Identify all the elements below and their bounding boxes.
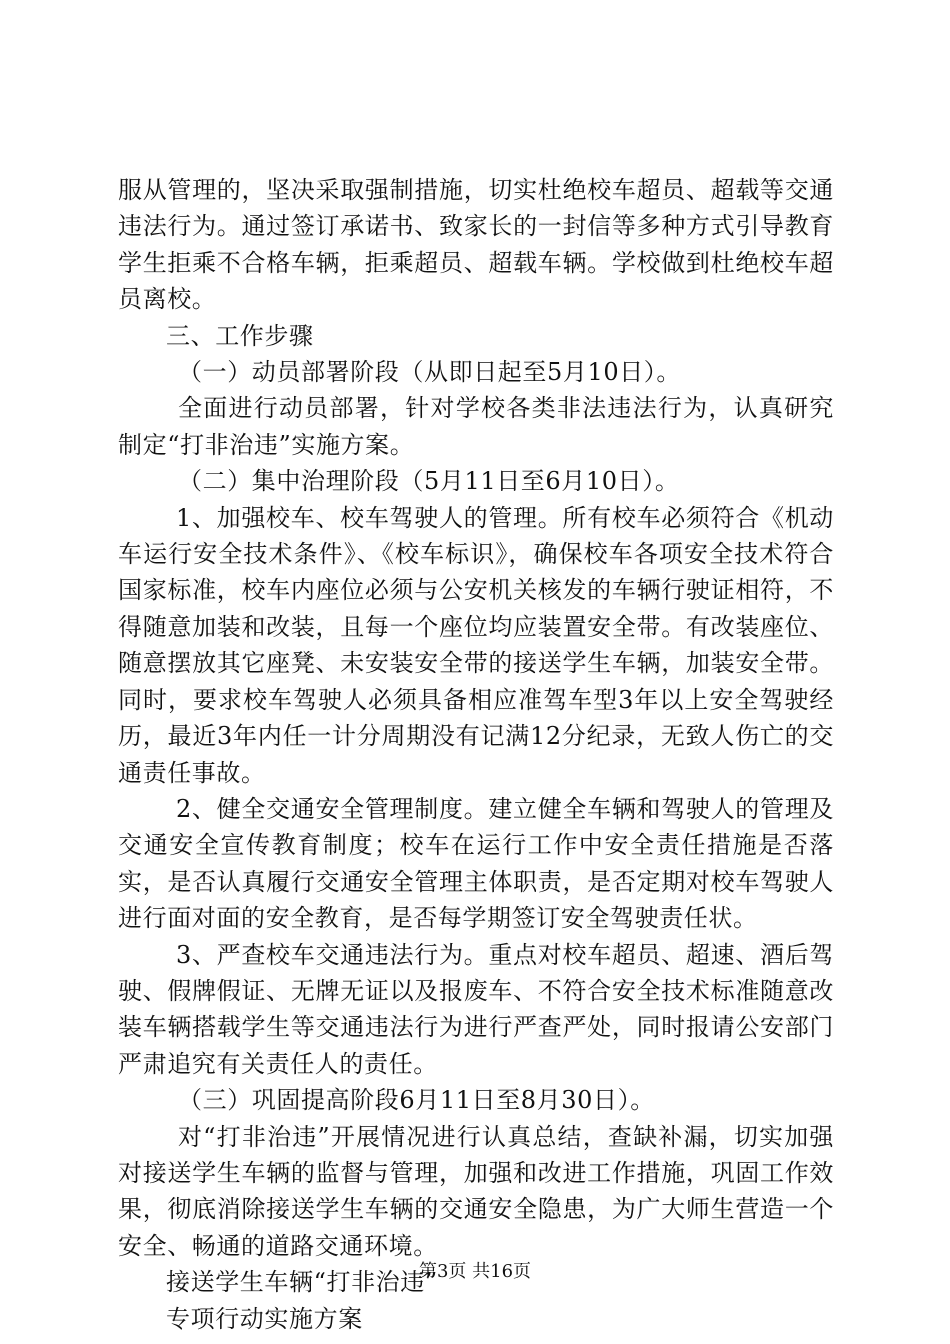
paragraph-stage-1: 全面进行动员部署，针对学校各类非法违法行为，认真研究制定“打非治违”实施方案。	[118, 394, 834, 459]
doc-title-line-2: 专项行动实施方案	[166, 1304, 363, 1333]
paragraph-item-2: 2、健全交通安全管理制度。建立健全车辆和驾驶人的管理及交通安全宣传教育制度；校车在运行工作中安全责任措施是否落实，是否认真履行交通安全管理主体职责，是否定期对校车驾驶人进行面对面的安全教育，是否每学期签订安全驾驶责任状。	[118, 794, 834, 933]
stage-heading-2: （二）集中治理阶段（5月11日至6月10日）。	[178, 467, 680, 496]
stage-heading-3: （三）巩固提高阶段6月11日至8月30日）。	[178, 1086, 655, 1115]
paragraph-item-1: 1、加强校车、校车驾驶人的管理。所有校车必须符合《机动车运行安全技术条件》、《校车标识》，确保校车各项安全技术符合国家标准，校车内座位必须与公安机关核发的车辆行驶证相符，不得随意加装和改装，且每一个座位均应装置安全带。有改装座位、随意摆放其它座凳、未安装安全带的接送学生车辆，加装安全带。同时，要求校车驾驶人必须具备相应准驾车型3年以上安全驾驶经历，最近3年内任一计分周期没有记满12分纪录，无致人伤亡的交通责任事故。	[118, 503, 834, 787]
paragraph-stage-3: 对“打非治违”开展情况进行认真总结，查缺补漏，切实加强对接送学生车辆的监督与管理，加强和改进工作措施，巩固工作效果，彻底消除接送学生车辆的交通安全隐患，为广大师生营造一个安全、畅通的道路交通环境。	[118, 1122, 834, 1260]
paragraph-continuation: 服从管理的，坚决采取强制措施，切实杜绝校车超员、超载等交通违法行为。通过签订承诺书、致家长的一封信等多种方式引导教育学生拒乘不合格车辆，拒乘超员、超载车辆。学校做到杜绝校车超员离校。	[118, 176, 834, 314]
document-body	[118, 172, 834, 1337]
page-number-footer: 第3页 共16页	[418, 1261, 532, 1282]
stage-heading-1: （一）动员部署阶段（从即日起至5月10日）。	[178, 358, 682, 387]
doc-title-line-1: 接送学生车辆“打非治违”	[166, 1268, 438, 1297]
section-heading-work-steps: 三、工作步骤	[166, 321, 314, 350]
paragraph-item-3: 3、严查校车交通违法行为。重点对校车超员、超速、酒后驾驶、假牌假证、无牌无证以及报废车、不符合安全技术标准随意改装车辆搭载学生等交通违法行为进行严查严处，同时报请公安部门严肃追究有关责任人的责任。	[118, 940, 834, 1078]
